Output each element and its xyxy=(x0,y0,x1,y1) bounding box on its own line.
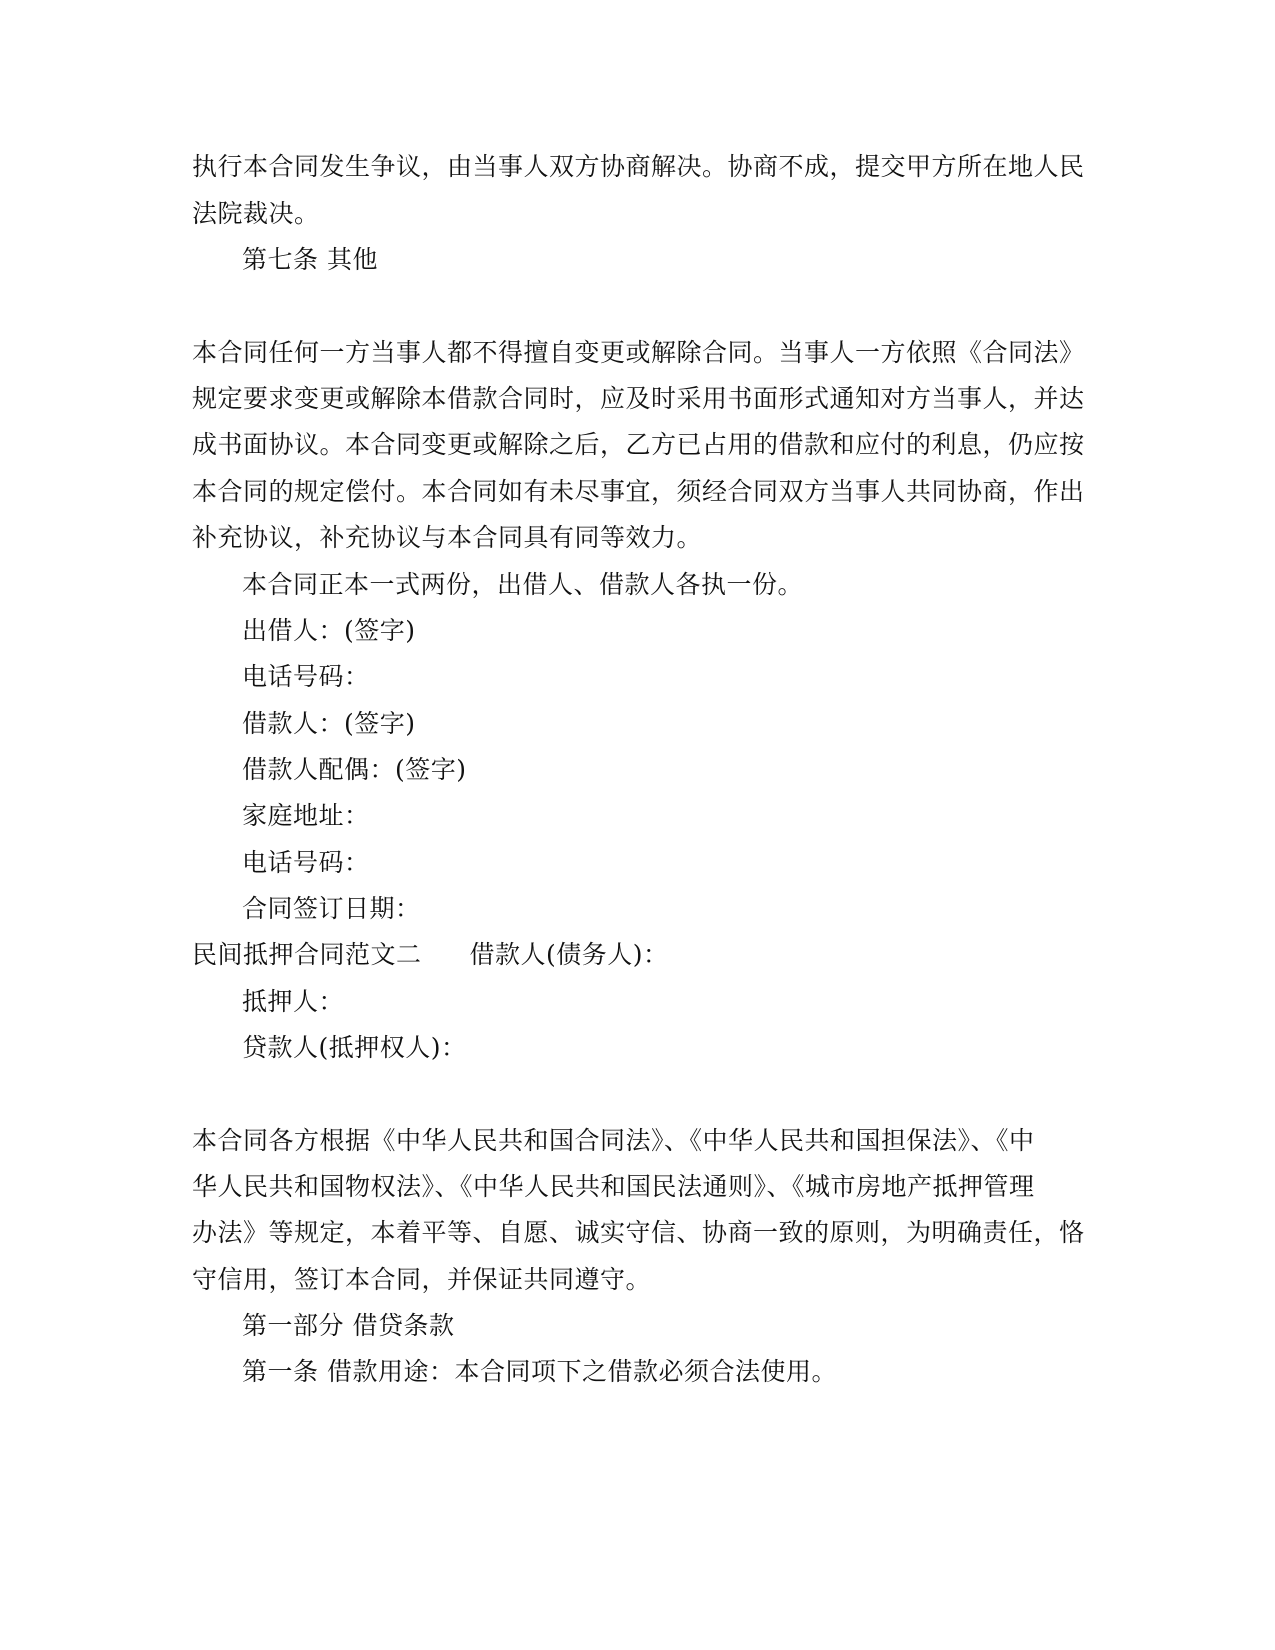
signature-field: 借款人：(签字) xyxy=(242,709,416,738)
text-line: 成书面协议。本合同变更或解除之后，乙方已占用的借款和应付的利息，仍应按 xyxy=(192,430,1085,459)
signature-field: 出借人：(签字) xyxy=(242,616,416,645)
signature-field: 合同签订日期： xyxy=(242,894,421,923)
section-heading: 第七条 其他 xyxy=(242,245,378,274)
text-line: 法院裁决。 xyxy=(192,199,320,228)
text-line: 本合同任何一方当事人都不得擅自变更或解除合同。当事人一方依照《合同法》 xyxy=(192,338,1085,367)
text-line: 第一条 借款用途：本合同项下之借款必须合法使用。 xyxy=(242,1357,837,1386)
party-field: 借款人(债务人)： xyxy=(469,940,669,969)
text-line: 办法》等规定，本着平等、自愿、诚实守信、协商一致的原则，为明确责任，恪 xyxy=(192,1218,1085,1247)
signature-field: 电话号码： xyxy=(242,662,370,691)
signature-field: 电话号码： xyxy=(242,848,370,877)
text-line: 本合同各方根据《中华人民共和国合同法》、《中华人民共和国担保法》、《中 xyxy=(192,1126,1035,1155)
text-line: 规定要求变更或解除本借款合同时，应及时采用书面形式通知对方当事人，并达 xyxy=(192,384,1085,413)
doc-title: 民间抵押合同范文二 xyxy=(192,940,422,969)
text-line: 华人民共和国物权法》、《中华人民共和国民法通则》、《城市房地产抵押管理 xyxy=(192,1172,1035,1201)
party-field: 贷款人(抵押权人)： xyxy=(242,1033,467,1062)
section-heading: 第一部分 借贷条款 xyxy=(242,1311,455,1340)
text-line: 本合同正本一式两份，出借人、借款人各执一份。 xyxy=(242,570,804,599)
doc-title-line xyxy=(192,940,669,970)
signature-field: 家庭地址： xyxy=(242,801,370,830)
text-line: 本合同的规定偿付。本合同如有未尽事宜，须经合同双方当事人共同协商，作出 xyxy=(192,477,1085,506)
text-line: 补充协议，补充协议与本合同具有同等效力。 xyxy=(192,523,703,552)
text-line: 执行本合同发生争议，由当事人双方协商解决。协商不成，提交甲方所在地人民 xyxy=(192,152,1085,181)
party-field: 抵押人： xyxy=(242,987,345,1016)
text-line: 守信用，签订本合同，并保证共同遵守。 xyxy=(192,1265,652,1294)
signature-field: 借款人配偶：(签字) xyxy=(242,755,467,784)
